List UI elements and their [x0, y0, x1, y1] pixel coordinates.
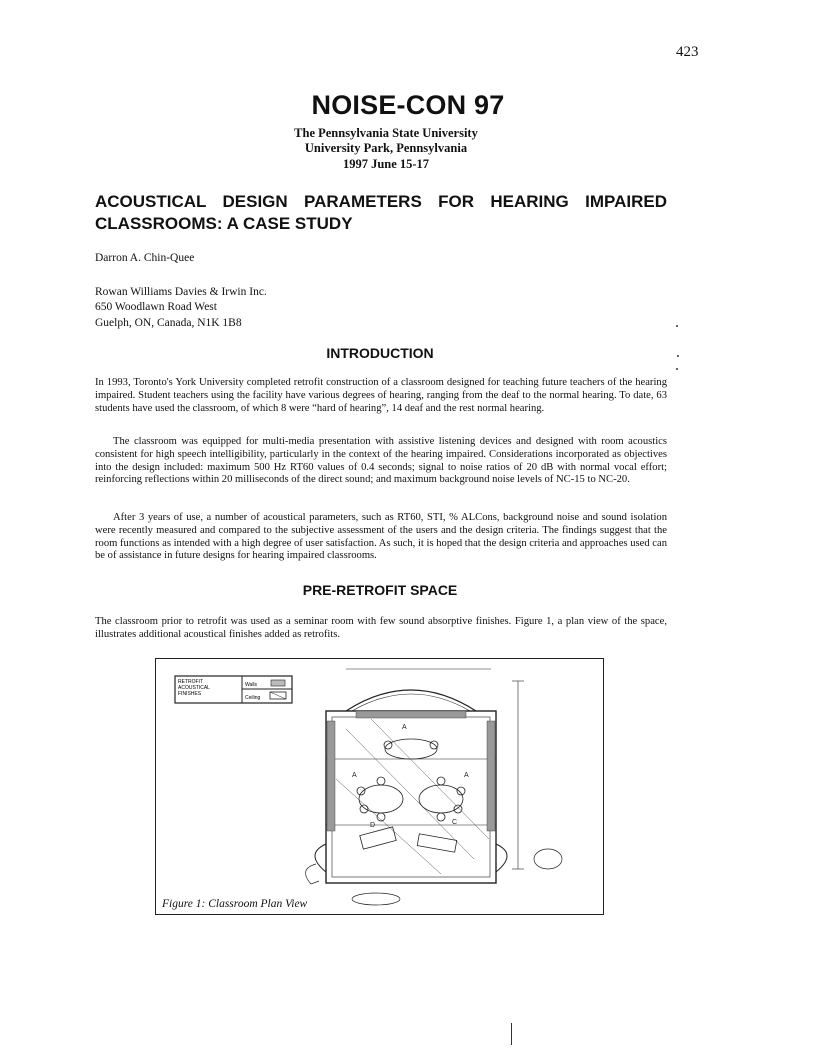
scan-speck: [677, 355, 679, 357]
paper-title-line2: CLASSROOMS: A CASE STUDY: [95, 214, 353, 233]
conference-dates: 1997 June 15-17: [342, 157, 430, 171]
pre-retrofit-paragraph: The classroom prior to retrofit was used as a seminar room with few sound absorptive finishes. Figure 1, a plan view of the space, illustrates additional acoustical finishes added as retrofits.: [95, 616, 667, 640]
section-heading-pre-retrofit: PRE-RETROFIT SPACE: [302, 582, 458, 598]
figure-1-plan: [155, 658, 604, 915]
scan-artifact-line: [511, 1023, 512, 1045]
affiliation-street: 650 Woodlawn Road West: [95, 301, 217, 313]
scan-speck: [676, 368, 678, 370]
seating: [357, 739, 465, 852]
figure-caption: Figure 1: Classroom Plan View: [162, 898, 308, 910]
intro-paragraph-3: After 3 years of use, a number of acoustical parameters, such as RT60, STI, % ALCons, background noise and sound isolation were recently measured and compared to the subjective assessment of the users and the design criteria. The findings suggest that the room functions as intended with a high degree of user satisfaction. As such, it is hoped that the design criteria and approaches used can be of assistance in future designs for hearing impaired classrooms.: [95, 512, 667, 562]
paper-title-line1: ACOUSTICAL DESIGN PARAMETERS FOR HEARING IMPAIRED: [95, 192, 667, 211]
paper-title: [95, 191, 667, 235]
legend-walls: Walls: [245, 682, 258, 688]
affiliation-company: Rowan Williams Davies & Irwin Inc.: [95, 286, 267, 298]
page-number: 423: [676, 44, 699, 60]
author-name: Darron A. Chin-Quee: [95, 252, 195, 264]
legend-title-2: ACOUSTICAL: [178, 685, 210, 691]
zone-label-a4: A: [464, 772, 469, 779]
classroom-plan-drawing: [156, 659, 603, 914]
section-heading-introduction: INTRODUCTION: [326, 345, 434, 361]
figure-legend: [175, 676, 292, 703]
intro-paragraph-2: The classroom was equipped for multi-media presentation with assistive listening devices and designed with room acoustics consistent for high speech intelligibility, particularly in the context of the hearing impaired. Considerations incorporated as objectives into the design included: maximum 500 Hz RT60 values of 0.4 seconds; signal to noise ratios of 20 dB with normal vocal effort; reinforcing reflections within 20 milliseconds of the direct sound; and maximum background noise levels of NC-15 to NC-20.: [95, 436, 667, 486]
conference-location: University Park, Pennsylvania: [304, 141, 468, 155]
intro-paragraph-1: In 1993, Toronto's York University completed retrofit construction of a classroom designed for teaching future teachers of the hearing impaired. Student teachers using the facility have various degrees of hearing, ranging from the deaf to the normal hearing. To date, 63 students have used the classroom, of which 8 were “hard of hearing”, 14 deaf and the rest normal hearing.: [95, 377, 667, 414]
affiliation-city: Guelph, ON, Canada, N1K 1B8: [95, 317, 242, 329]
conference-university: The Pennsylvania State University: [294, 126, 478, 140]
zone-label-a2: A: [352, 772, 357, 779]
wall-finishes: [327, 711, 495, 831]
legend-title-1: RETROFIT: [178, 679, 203, 685]
zone-label-a1: A: [402, 724, 407, 731]
zone-label-c: C: [452, 819, 458, 826]
conference-title: NOISE-CON 97: [311, 90, 505, 120]
legend-title-3: FINISHES: [178, 691, 202, 697]
scan-speck: [676, 325, 678, 327]
zone-label-d: D: [370, 822, 376, 829]
legend-ceiling: Ceiling: [245, 695, 261, 701]
